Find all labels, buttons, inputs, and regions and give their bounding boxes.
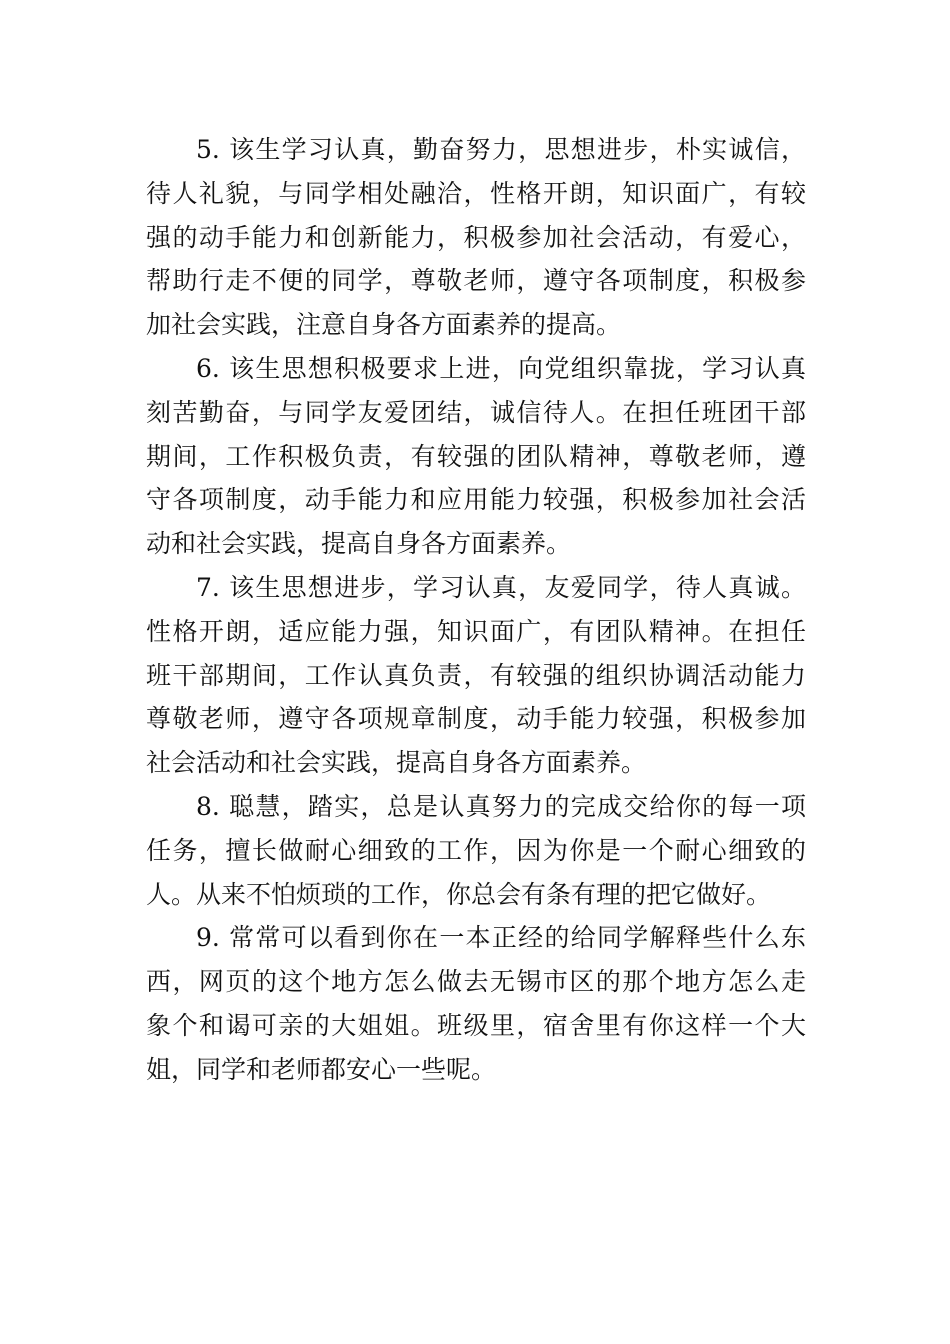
text-line: 社会活动和社会实践，提高自身各方面素养。: [146, 748, 647, 778]
text-line: 性格开朗，适应能力强，知识面广，有团队精神。在担任: [146, 616, 806, 646]
text-line: 8. 聪慧，踏实，总是认真努力的完成交给你的每一项: [196, 791, 806, 821]
text-line: 7. 该生思想进步，学习认真，友爱同学，待人真诚。: [196, 572, 806, 602]
text-line: 尊敬老师，遵守各项规章制度，动手能力较强，积极参加: [146, 704, 806, 734]
paragraph-8: [146, 785, 806, 916]
text-line: 待人礼貌，与同学相处融洽，性格开朗，知识面广，有较: [146, 178, 806, 208]
paragraph-7: [146, 566, 806, 785]
text-line: 任务，擅长做耐心细致的工作，因为你是一个耐心细致的: [146, 835, 806, 865]
text-line: 象个和谒可亲的大姐姐。班级里，宿舍里有你这样一个大: [146, 1010, 806, 1040]
paragraph-6: [146, 347, 806, 566]
text-line: 5. 该生学习认真，勤奋努力，思想进步，朴实诚信，: [196, 135, 806, 164]
text-line: 动和社会实践，提高自身各方面素养。: [146, 529, 572, 559]
text-line: 强的动手能力和创新能力，积极参加社会活动，有爱心，: [146, 222, 806, 252]
text-line: 9. 常常可以看到你在一本正经的给同学解释些什么东: [196, 923, 806, 953]
text-line: 人。从来不怕烦琐的工作，你总会有条有理的把它做好。: [146, 879, 772, 909]
text-line: 班干部期间，工作认真负责，有较强的组织协调活动能力: [146, 660, 806, 690]
document-body: [146, 128, 806, 1092]
paragraph-5: [146, 128, 806, 347]
text-line: 刻苦勤奋，与同学友爱团结，诚信待人。在担任班团干部: [146, 397, 806, 427]
text-line: 姐，同学和老师都安心一些呢。: [146, 1054, 497, 1084]
text-line: 守各项制度，动手能力和应用能力较强，积极参加社会活: [146, 485, 806, 515]
text-line: 西，网页的这个地方怎么做去无锡市区的那个地方怎么走: [146, 967, 806, 997]
text-line: 帮助行走不便的同学，尊敬老师，遵守各项制度，积极参: [146, 266, 806, 296]
text-line: 期间，工作积极负责，有较强的团队精神，尊敬老师，遵: [146, 441, 806, 471]
text-line: 6. 该生思想积极要求上进，向党组织靠拢，学习认真: [196, 353, 806, 383]
paragraph-9: [146, 916, 806, 1091]
text-line: 加社会实践，注意自身各方面素养的提高。: [146, 310, 622, 340]
